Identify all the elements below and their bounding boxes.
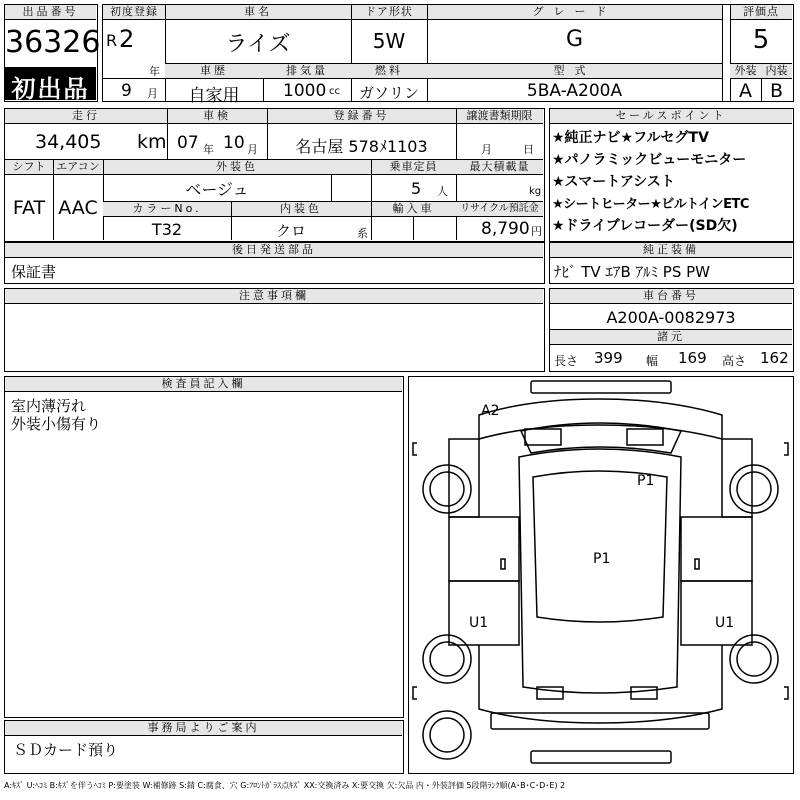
sales-point-3: ★スマートアシスト <box>552 174 675 190</box>
displacement-unit: cc <box>329 86 340 97</box>
chassis-label: 車台番号 <box>550 289 792 304</box>
rear-outline <box>479 645 722 723</box>
mark-u1-left: U1 <box>469 615 489 631</box>
wheel-rear-left-inner <box>430 642 464 676</box>
exterior-color-value: ベージュ <box>185 180 249 199</box>
shift-label: シフト <box>5 160 53 175</box>
chassis-box <box>549 288 794 372</box>
middle-grid <box>4 108 545 242</box>
roof-panel <box>533 471 667 622</box>
width-label: 幅 <box>646 354 659 368</box>
front-bumper-top <box>531 381 671 393</box>
color-no-label: カラーNo. <box>103 202 231 217</box>
height-label: 高さ <box>722 354 747 368</box>
sales-point-4: ★シートヒーター★ビルトインETC <box>552 197 749 212</box>
later-parts-label: 後日発送部品 <box>5 243 543 258</box>
bracket-bl <box>413 687 417 699</box>
door-value: 5W <box>372 29 406 53</box>
mark-p1-center: P1 <box>593 551 611 567</box>
later-parts-value: 保証書 <box>11 263 57 281</box>
office-value: ＳＤカード預り <box>13 741 119 759</box>
chassis-value: A200A-0082973 <box>606 308 736 327</box>
spare-wheel-inner <box>430 718 464 752</box>
length-label: 長さ <box>554 354 579 368</box>
bracket-tl <box>413 443 417 455</box>
top-grid <box>102 4 794 106</box>
score-label: 評価点 <box>730 5 792 20</box>
grade-value: G <box>565 27 584 52</box>
transfer-month-unit: 月 <box>481 143 492 156</box>
model-label: 型式 <box>427 64 722 79</box>
shift-value: FAT <box>12 197 46 219</box>
inspection-label: 車検 <box>167 109 267 124</box>
interior-color-unit: 系 <box>357 227 368 240</box>
lot-number: 36326 <box>5 25 101 60</box>
fuel-value: ガソリン <box>358 84 419 102</box>
capacity-unit: 人 <box>437 185 448 198</box>
registration-month-unit: 月 <box>147 87 158 100</box>
inspector-line-2: 外装小傷有り <box>11 415 102 433</box>
mirror-right <box>695 559 699 569</box>
sales-points-label: セールスポイント <box>550 109 792 124</box>
first-listing-text: 初出品 <box>11 75 90 103</box>
rear-bumper <box>491 713 709 729</box>
height-value: 162 <box>760 349 789 367</box>
car-diagram-box <box>408 376 794 774</box>
recycle-label: リサイクル預託金 <box>456 202 543 217</box>
door-rear-right <box>681 581 752 645</box>
transfer-day-unit: 日 <box>523 143 534 156</box>
headlight-left <box>525 429 561 445</box>
lot-label: 出品番号 <box>5 5 96 20</box>
mileage-label: 走行 <box>5 109 167 124</box>
plate-label: 登録番号 <box>267 109 456 124</box>
door-rear-left <box>449 581 519 645</box>
mirror-left <box>501 559 505 569</box>
lot-box <box>4 4 101 103</box>
history-label: 車歴 <box>165 64 263 79</box>
genuine-equipment-box <box>549 242 794 284</box>
interior-color-label: 内装色 <box>231 202 371 217</box>
color-no-value: T32 <box>151 220 183 239</box>
grade-label: グレード <box>427 5 722 20</box>
sales-point-2: ★パノラミックビューモニター <box>552 152 747 168</box>
legend: A:ｷｽﾞ U:ﾍｺﾐ B:ｷｽﾞを伴うﾍｺﾐ P:要塗装 W:補修跡 S:錆 C:腐食、穴 G:ﾌﾛﾝﾄｶﾞﾗｽ点ｷｽﾞ XX:交換済み X:要交換 欠:欠品 内・外装評価 5段階ﾗﾝｸ順(A･B･C･D･E) 2 <box>4 781 566 790</box>
exterior-grade-value: A <box>739 80 752 102</box>
mark-a2: A2 <box>481 403 500 419</box>
registration-month: 9 <box>121 81 132 101</box>
wheel-front-right-inner <box>737 472 771 506</box>
notes-label: 注意事項欄 <box>5 289 543 304</box>
inspection-month: 10 <box>223 133 245 153</box>
wheel-rear-right-inner <box>737 642 771 676</box>
aircon-label: エアコン <box>53 160 103 175</box>
score-value: 5 <box>752 25 770 55</box>
genuine-equipment-value: ﾅﾋﾞ TV ｴｱB ｱﾙﾐ PS PW <box>554 263 710 281</box>
inspection-month-unit: 月 <box>247 143 258 156</box>
sales-points-box <box>549 108 794 242</box>
front-hood-outline <box>479 399 722 439</box>
office-box <box>4 720 404 774</box>
taillight-right <box>631 687 657 699</box>
import-label: 輸入車 <box>371 202 456 217</box>
inspector-label: 検査員記入欄 <box>5 377 402 392</box>
bracket-br <box>784 687 788 699</box>
plate-value: 名古屋 578ﾒ1103 <box>295 137 428 156</box>
dimensions-label: 諸元 <box>550 330 792 345</box>
capacity-label: 乗車定員 <box>371 160 456 175</box>
car-name-value: ライズ <box>225 32 291 57</box>
fuel-label: 燃料 <box>351 64 427 79</box>
mark-p1-top: P1 <box>637 473 655 489</box>
displacement-label: 排気量 <box>263 64 351 79</box>
history-value: 自家用 <box>188 86 240 106</box>
width-value: 169 <box>678 349 707 367</box>
genuine-equipment-label: 純正装備 <box>550 243 792 258</box>
capacity-value: 5 <box>411 179 422 198</box>
recycle-unit: 円 <box>531 225 542 238</box>
notes-box <box>4 288 545 372</box>
interior-grade-value: B <box>769 80 784 102</box>
car-name-label: 車名 <box>165 5 351 20</box>
exterior-color-label: 外装色 <box>103 160 371 175</box>
bracket-tr <box>784 443 788 455</box>
registration-era: R <box>106 31 118 50</box>
later-parts-box <box>4 242 545 284</box>
sales-point-5: ★ドライブレコーダー(SD欠) <box>552 218 738 234</box>
mileage-unit: km <box>137 131 167 153</box>
inspector-box <box>4 376 404 718</box>
inspector-line-1: 室内薄汚れ <box>11 397 87 415</box>
max-load-label: 最大積載量 <box>456 160 543 175</box>
model-value: 5BA-A200A <box>526 81 623 101</box>
mileage-value: 34,405 <box>35 131 102 153</box>
door-label: ドア形状 <box>351 5 427 20</box>
inspection-year: 07 <box>177 133 199 153</box>
max-load-unit: kg <box>529 186 542 197</box>
mark-u1-right: U1 <box>715 615 735 631</box>
wheel-front-left-inner <box>430 472 464 506</box>
length-value: 399 <box>594 349 623 367</box>
inspection-year-unit: 年 <box>203 143 214 156</box>
door-front-right <box>681 517 752 581</box>
office-label: 事務局よりご案内 <box>5 721 402 736</box>
rear-bumper-bottom <box>531 751 671 763</box>
headlight-right <box>627 429 663 445</box>
cabin-outline <box>519 449 681 693</box>
exterior-grade-label: 外装 <box>730 64 761 79</box>
door-front-left <box>449 517 519 581</box>
interior-grade-label: 内装 <box>761 64 792 79</box>
registration-label: 初度登録 <box>103 5 165 20</box>
interior-color-value: クロ <box>275 222 306 240</box>
recycle-value: 8,790 <box>481 219 530 239</box>
car-diagram <box>409 377 792 772</box>
aircon-value: AAC <box>58 197 98 219</box>
transfer-label: 譲渡書類期限 <box>456 109 543 124</box>
sales-point-1: ★純正ナビ★フルセグTV <box>552 130 709 146</box>
registration-year: 2 <box>119 25 135 53</box>
displacement-value: 1000 <box>283 81 327 101</box>
registration-year-unit: 年 <box>149 65 160 78</box>
